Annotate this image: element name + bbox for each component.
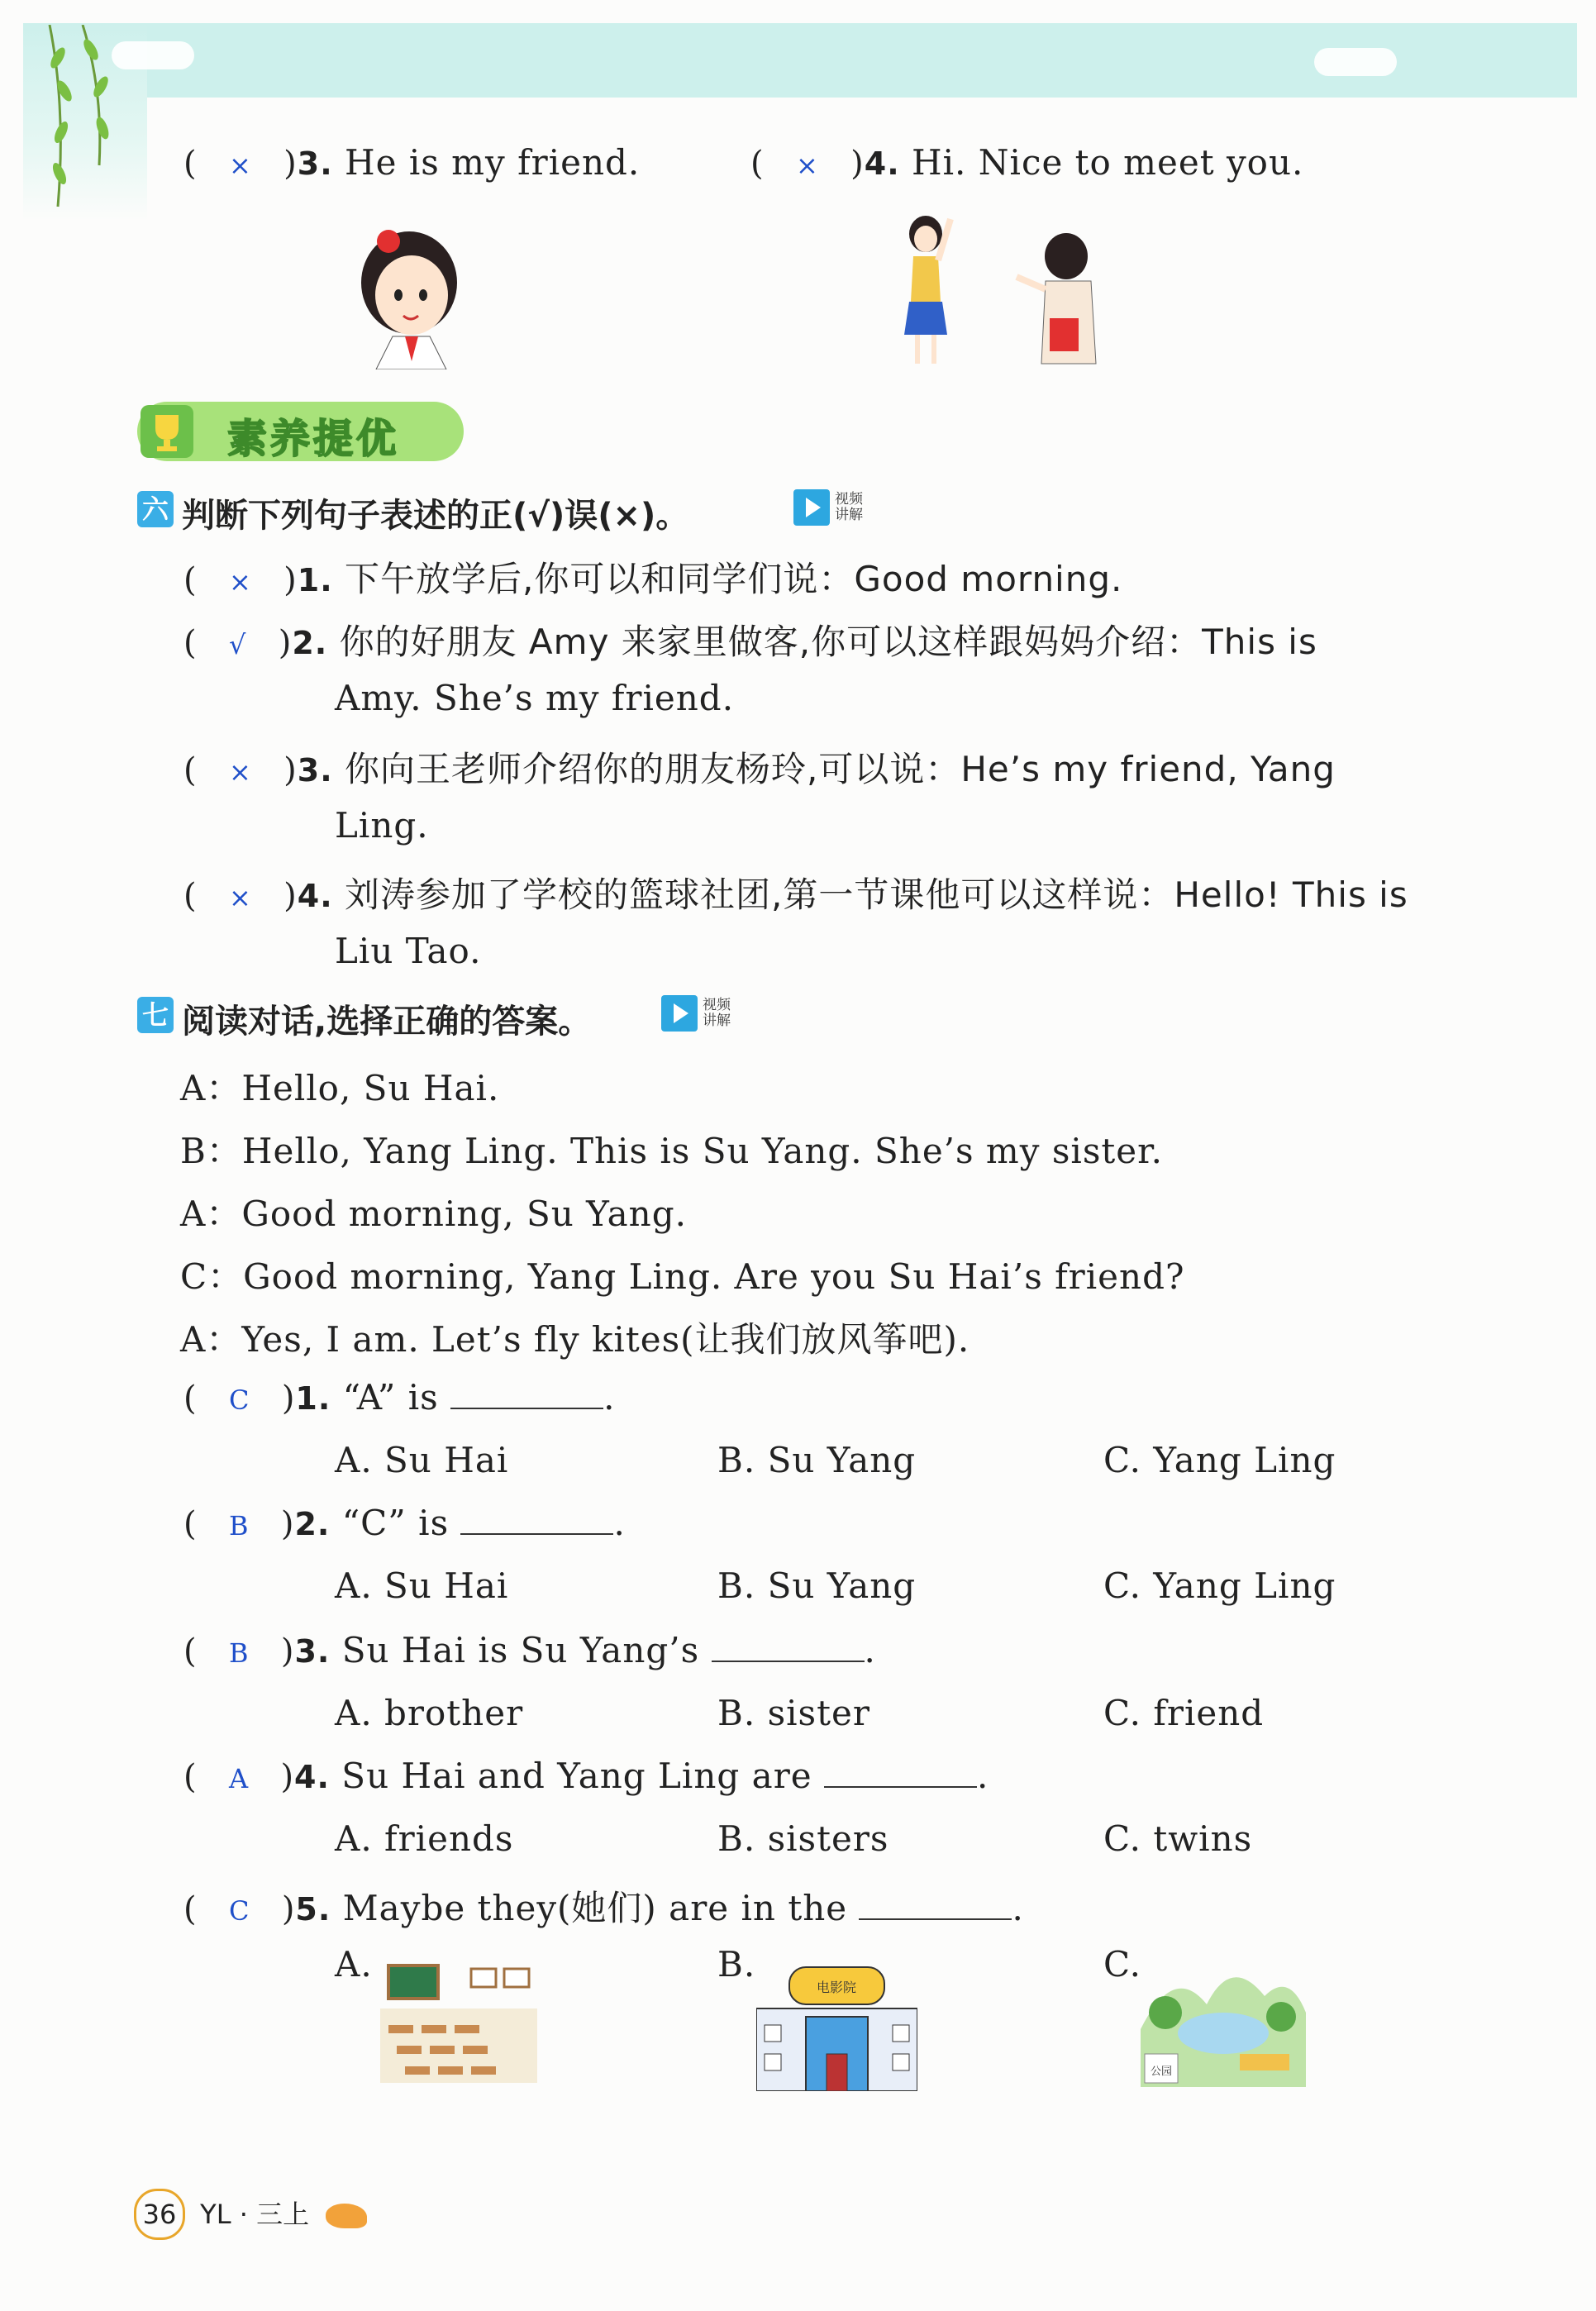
question-2: ( B )2. “C” is .	[183, 1503, 626, 1543]
question-3: ( B )3. Su Hai is Su Yang’s .	[183, 1630, 876, 1670]
question-4: ( A )4. Su Hai and Yang Ling are .	[183, 1756, 989, 1796]
option-c: C. Yang Ling	[1103, 1440, 1336, 1480]
question-5: ( C )5. Maybe they(她们) are in the .	[183, 1888, 1024, 1928]
option-b: B. sister	[717, 1693, 870, 1733]
answer-blank[interactable]	[460, 1508, 613, 1535]
greeting-illustration	[901, 211, 1108, 368]
dialogue-line: A：Hello, Su Hai.	[180, 1068, 500, 1108]
dialogue-line: C：Good morning, Yang Ling. Are you Su Hai’s friend?	[180, 1256, 1185, 1297]
option-c: C. friend	[1103, 1693, 1265, 1733]
judge-item-2-cont: Amy. She’s my friend.	[335, 678, 735, 718]
answer-blank[interactable]	[712, 1636, 865, 1662]
cinema-sign: 电影院	[816, 1980, 857, 1995]
option-b: B.	[717, 1944, 756, 1985]
girl-illustration	[331, 217, 479, 369]
option-a: A. friends	[335, 1818, 514, 1859]
option-a: A. Su Hai	[335, 1565, 509, 1606]
option-c: C. twins	[1103, 1818, 1253, 1859]
play-icon	[793, 489, 830, 526]
option-b: B. Su Yang	[717, 1565, 917, 1606]
answer-mark: √	[228, 629, 247, 660]
answer-mark: ×	[228, 882, 252, 913]
answer-mark: A	[228, 1763, 250, 1794]
section-title: 判断下列句子表述的正(√)误(×)。	[182, 497, 689, 535]
dialogue-line: B：Hello, Yang Ling. This is Su Yang. She’s my sister.	[180, 1131, 1163, 1171]
answer-mark: C	[228, 1895, 250, 1927]
video-button[interactable]: 视频 讲解	[793, 489, 868, 526]
judge-item-2: ( √ )2. 你的好朋友 Amy 来家里做客,你可以这样跟妈妈介绍：This is	[183, 622, 1317, 662]
answer-mark: ×	[228, 150, 252, 181]
dialogue-line: A：Good morning, Su Yang.	[180, 1194, 687, 1234]
page-footer	[134, 2189, 367, 2240]
dialogue-line: A：Yes, I am. Let’s fly kites(让我们放风筝吧).	[180, 1319, 970, 1360]
option-c: C. Yang Ling	[1103, 1565, 1336, 1606]
option-b: B. Su Yang	[717, 1440, 917, 1480]
answer-blank[interactable]	[450, 1383, 603, 1409]
willow-branch-icon	[25, 25, 132, 215]
option-b: B. sisters	[717, 1818, 889, 1859]
judge-item-4-cont: Liu Tao.	[335, 931, 482, 971]
badge-title: 素养提优	[227, 416, 400, 462]
video-button[interactable]: 视频 讲解	[661, 995, 736, 1032]
classroom-picture	[380, 1959, 537, 2083]
answer-blank[interactable]	[859, 1894, 1012, 1920]
option-a: A. Su Hai	[335, 1440, 509, 1480]
cinema-picture	[756, 1963, 917, 2091]
option-a: A.	[335, 1944, 373, 1985]
answer-blank[interactable]	[824, 1761, 977, 1788]
judge-item-3: ( × )3. 你向王老师介绍你的朋友杨玲,可以说：He’s my friend, Yang	[183, 749, 1336, 789]
section-number: 六	[137, 491, 174, 527]
section-title: 阅读对话,选择正确的答案。	[182, 1003, 592, 1041]
question-1: ( C )1. “A” is .	[183, 1377, 616, 1418]
option-c: C.	[1103, 1944, 1141, 1985]
edition-label: YL · 三上	[200, 2199, 310, 2230]
section-number: 七	[137, 997, 174, 1033]
trophy-icon	[141, 405, 193, 458]
top-item-4: ( × )4. Hi. Nice to meet you.	[750, 142, 1304, 183]
park-picture	[1141, 1955, 1306, 2087]
answer-mark: ×	[795, 150, 819, 181]
answer-mark: ×	[228, 566, 252, 598]
bird-icon	[326, 2204, 367, 2228]
judge-item-3-cont: Ling.	[335, 805, 429, 846]
answer-mark: ×	[228, 756, 252, 788]
option-a: A. brother	[335, 1693, 524, 1733]
top-item-3: ( × )3. He is my friend.	[183, 142, 641, 183]
answer-mark: C	[228, 1384, 250, 1416]
play-icon	[661, 995, 698, 1032]
park-sign: 公园	[1150, 2066, 1173, 2078]
answer-mark: B	[228, 1510, 250, 1541]
judge-item-1: ( × )1. 下午放学后,你可以和同学们说：Good morning.	[183, 559, 1123, 599]
answer-mark: B	[228, 1637, 250, 1669]
page-number: 36	[134, 2189, 185, 2240]
judge-item-4: ( × )4. 刘涛参加了学校的篮球社团,第一节课他可以这样说：Hello! This is	[183, 874, 1408, 915]
cloud-icon	[1314, 48, 1397, 76]
